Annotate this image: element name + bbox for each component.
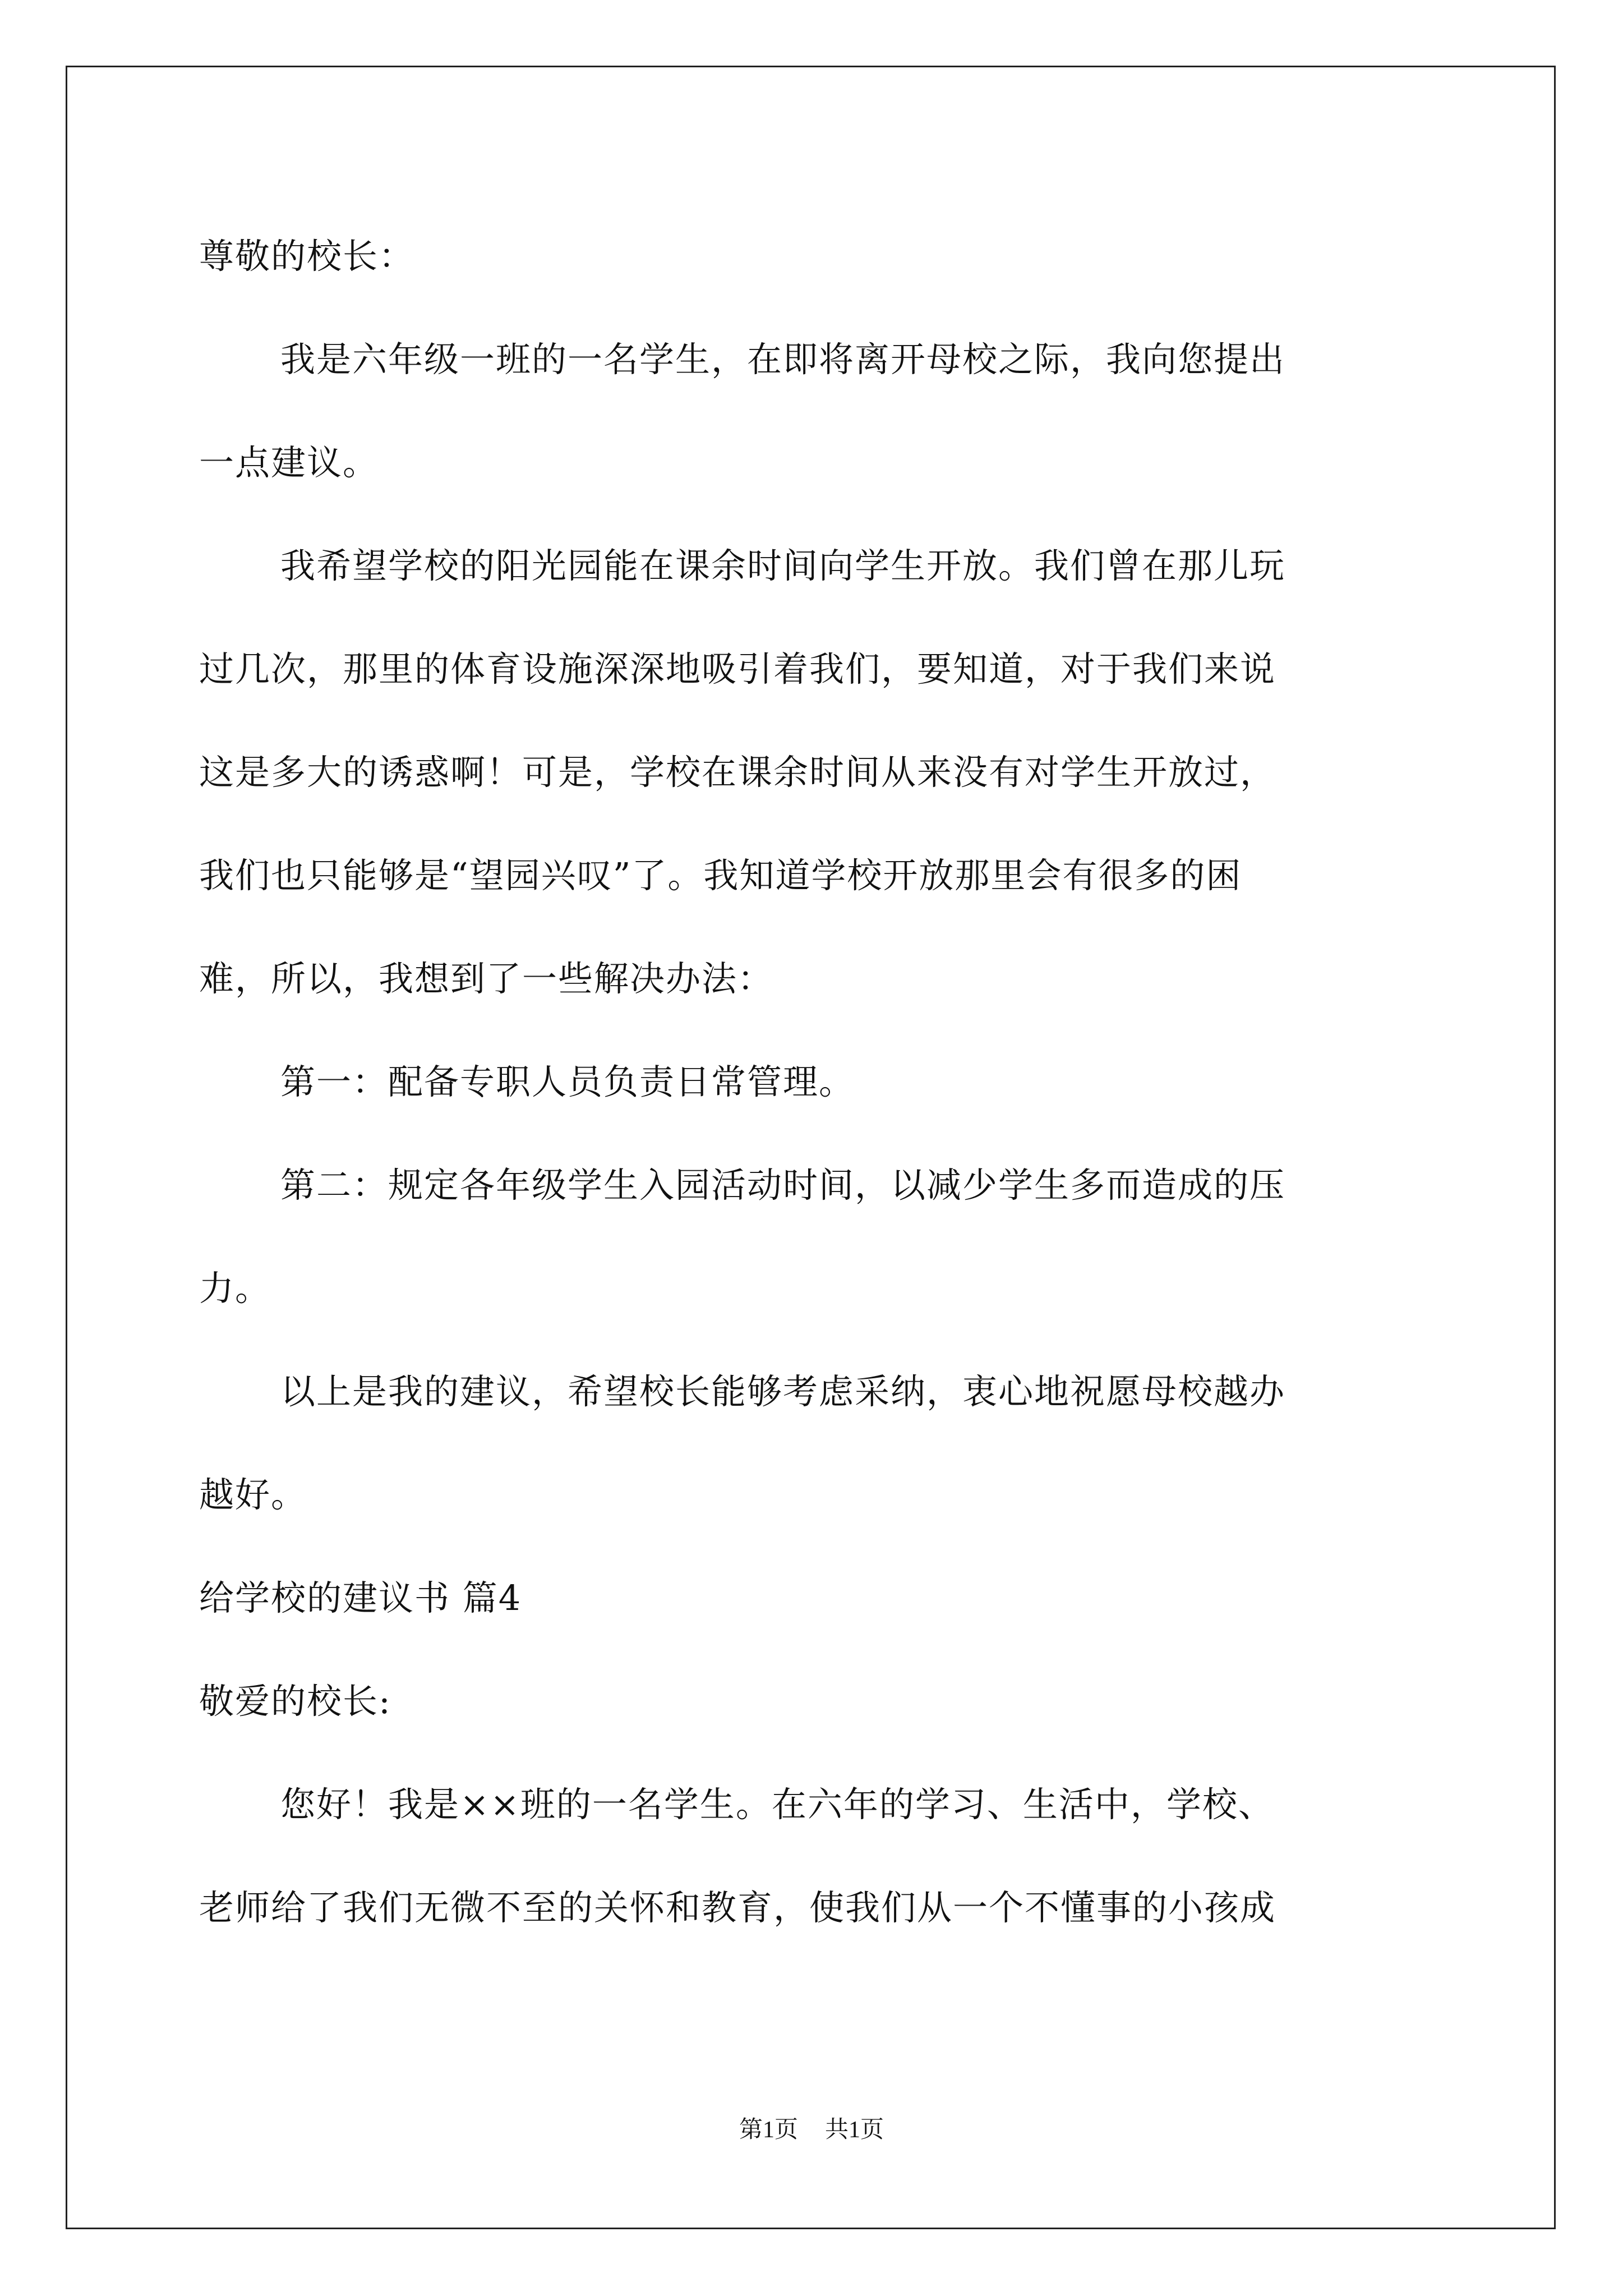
paragraph-line: 第二：规定各年级学生入园活动时间，以减少学生多而造成的压 xyxy=(280,1165,1286,1205)
paragraph-line: 我希望学校的阳光园能在课余时间向学生开放。我们曾在那儿玩 xyxy=(280,545,1286,586)
page-footer xyxy=(0,2116,1623,2144)
paragraph-line: 过几次，那里的体育设施深深地吸引着我们，要知道，对于我们来说 xyxy=(199,648,1276,689)
page-current-label: 第1页 xyxy=(739,2117,798,2143)
letter-body xyxy=(199,205,1433,1959)
paragraph-line: 我们也只能够是“望园兴叹”了。我知道学校开放那里会有很多的困 xyxy=(199,855,1242,896)
paragraph-line: 您好！我是××班的一名学生。在六年的学习、生活中，学校、 xyxy=(280,1784,1274,1825)
salutation-line: 敬爱的校长: xyxy=(199,1681,391,1722)
section-heading: 给学校的建议书 篇4 xyxy=(199,1577,522,1618)
paragraph-line: 一点建议。 xyxy=(199,442,379,483)
salutation-line: 尊敬的校长： xyxy=(199,236,415,277)
paragraph-line: 难，所以，我想到了一些解决办法： xyxy=(199,958,774,999)
page-total-label: 共1页 xyxy=(825,2117,884,2143)
paragraph-line: 以上是我的建议，希望校长能够考虑采纳，衷心地祝愿母校越办 xyxy=(280,1371,1286,1412)
paragraph-line: 我是六年级一班的一名学生，在即将离开母校之际，我向您提出 xyxy=(280,339,1286,380)
paragraph-line: 这是多大的诱惑啊！可是，学校在课余时间从来没有对学生开放过， xyxy=(199,752,1276,793)
paragraph-line: 越好。 xyxy=(199,1474,307,1515)
paragraph-line: 力。 xyxy=(199,1268,271,1309)
paragraph-line: 第一：配备专职人员负责日常管理。 xyxy=(280,1061,855,1102)
paragraph-line: 老师给了我们无微不至的关怀和教育，使我们从一个不懂事的小孩成 xyxy=(199,1887,1276,1928)
